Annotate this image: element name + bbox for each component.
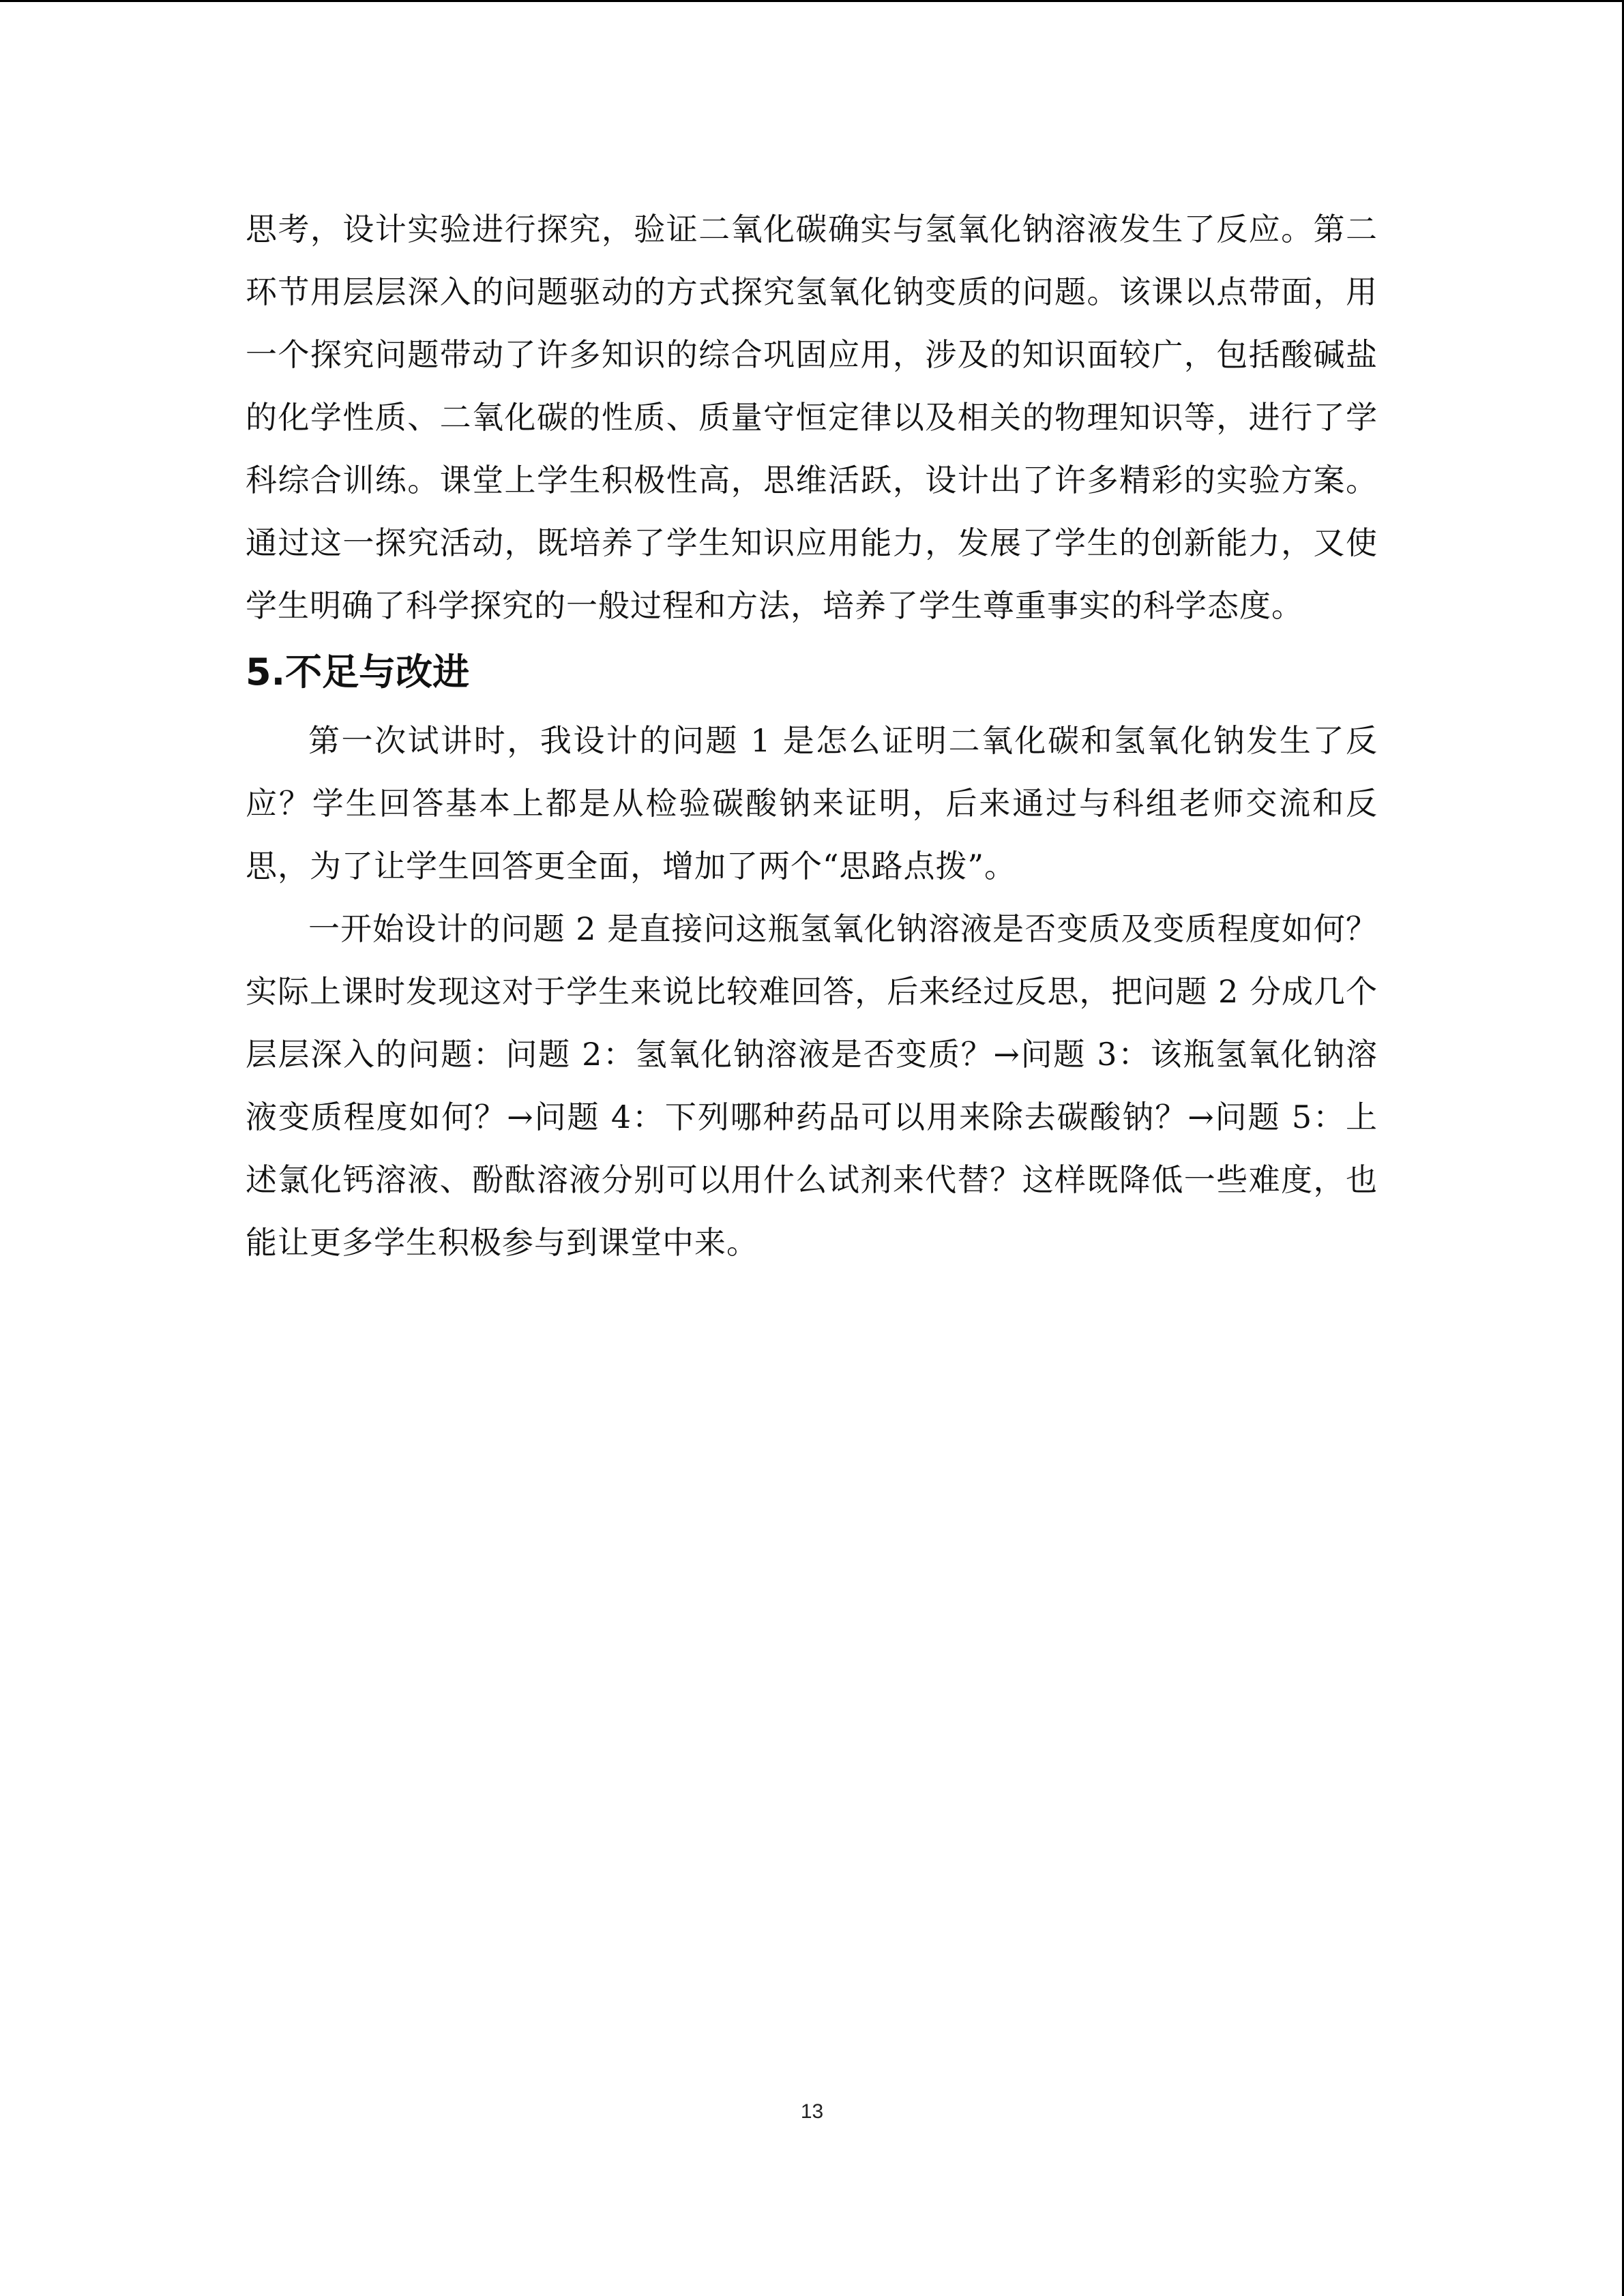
intro-paragraph: 思考，设计实验进行探究，验证二氧化碳确实与氢氧化钠溶液发生了反应。第二环节用层层深入的问题驱动的方式探究氢氧化钠变质的问题。该课以点带面，用一个探究问题带动了许多知识的综合巩固应用，涉及的知识面较广，包括酸碱盐的化学性质、二氧化碳的性质、质量守恒定律以及相关的物理知识等，进行了学科综合训练。课堂上学生积极性高，思维活跃，设计出了许多精彩的实验方案。通过这一探究活动，既培养了学生知识应用能力，发展了学生的创新能力，又使学生明确了科学探究的一般过程和方法，培养了学生尊重事实的科学态度。 — [246, 211, 1378, 624]
page-number: 13 — [800, 2100, 824, 2123]
body-paragraph-2: 一开始设计的问题 2 是直接问这瓶氢氧化钠溶液是否变质及变质程度如何？实际上课时发现这对于学生来说比较难回答，后来经过反思，把问题 2 分成几个层层深入的问题：问题 2：氢氧化钠溶液是否变质？→问题 3：该瓶氢氧化钠溶液变质程度如何？→问题 4：下列哪种药品可以用来除去碳酸钠？→问题 5：上述氯化钙溶液、酚酞溶液分别可以用什么试剂来代替？这样既降低一些难度，也能让更多学生积极参与到课堂中来。 — [246, 910, 1378, 1261]
section-heading: 5.不足与改进 — [246, 651, 470, 694]
body-paragraph-1: 第一次试讲时，我设计的问题 1 是怎么证明二氧化碳和氢氧化钠发生了反应？学生回答基本上都是从检验碳酸钠来证明，后来通过与科组老师交流和反思，为了让学生回答更全面，增加了两个“思路点拨”。 — [246, 722, 1378, 884]
page-top-border — [0, 0, 1624, 2]
document-body — [246, 198, 1378, 1274]
